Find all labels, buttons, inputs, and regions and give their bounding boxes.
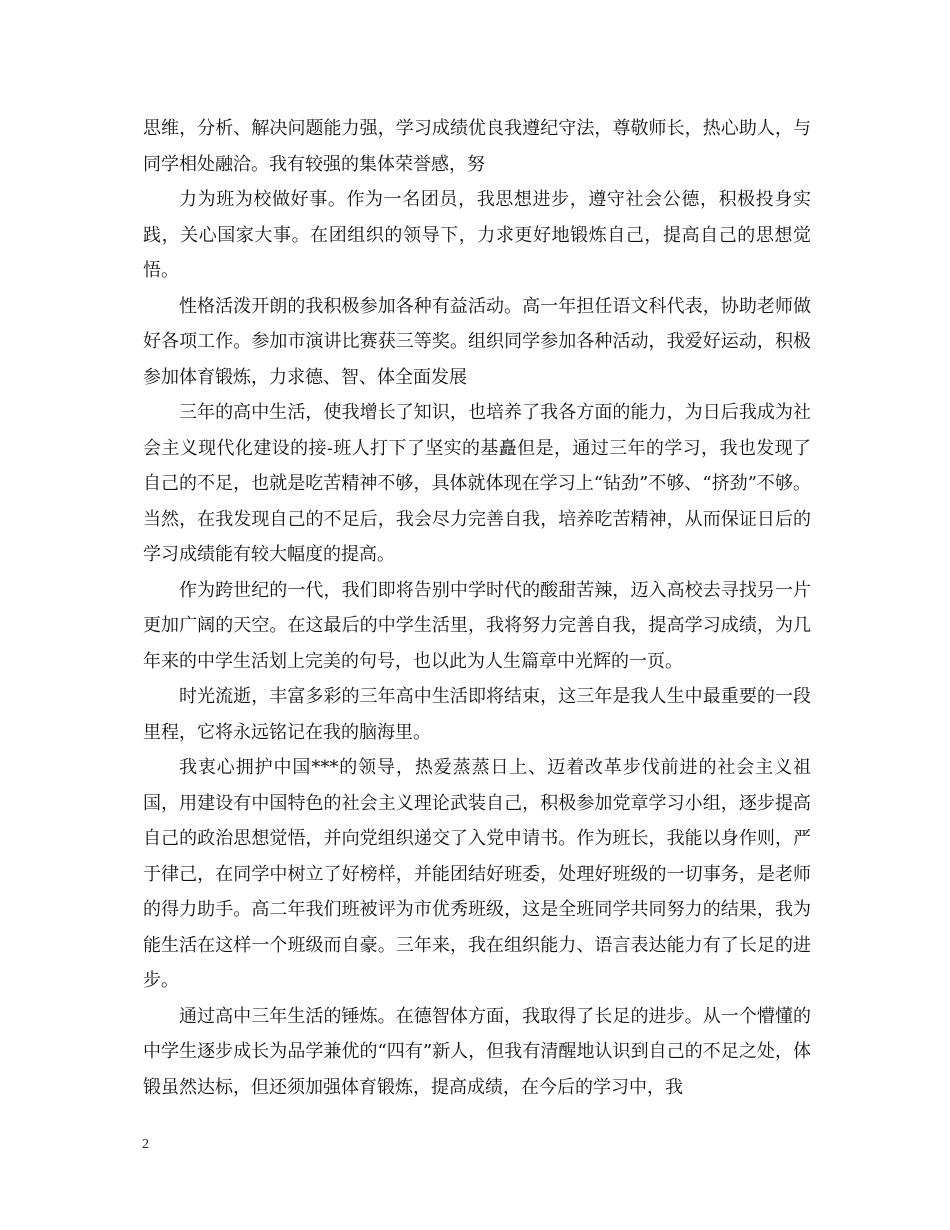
paragraph-6: 时光流逝，丰富多彩的三年高中生活即将结束，这三年是我人生中最重要的一段里程，它将永远铭记在我的脑海里。 — [143, 686, 811, 743]
paragraph-8: 通过高中三年生活的锤炼。在德智体方面，我取得了长足的进步。从一个懵懂的中学生逐步成长为品学兼优的“四有”新人，但我有清醒地认识到自己的不足之处，体锻虽然达标，但还须加强体育锻炼，提高成绩，在今后的学习中，我 — [143, 1005, 811, 1098]
paragraph-1: 思维，分析、解决问题能力强，学习成绩优良我遵纪守法，尊敬师长，热心助人，与同学相处融洽。我有较强的集体荣誉感，努 — [143, 118, 811, 175]
document-body — [143, 111, 811, 1105]
paragraph-5: 作为跨世纪的一代，我们即将告别中学时代的酸甜苦辣，迈入高校去寻找另一片更加广阔的天空。在这最后的中学生活里，我将努力完善自我，提高学习成绩，为几年来的中学生活划上完美的句号，也以此为人生篇章中光辉的一页。 — [143, 579, 811, 672]
page-number: 2 — [142, 1137, 149, 1152]
paragraph-2: 力为班为校做好事。作为一名团员，我思想进步，遵守社会公德，积极投身实践，关心国家大事。在团组织的领导下，力求更好地锻炼自己，提高自己的思想觉悟。 — [143, 189, 811, 281]
paragraph-4: 三年的高中生活，使我增长了知识，也培养了我各方面的能力，为日后我成为社会主义现代化建设的接-班人打下了坚实的基矗但是，通过三年的学习，我也发现了自己的不足，也就是吃苦精神不够，具体就体现在学习上“钻劲”不够、“挤劲”不够。当然，在我发现自己的不足后，我会尽力完善自我，培养吃苦精神，从而保证日后的学习成绩能有较大幅度的提高。 — [143, 402, 811, 565]
paragraph-7: 我衷心拥护中国***的领导，热爱蒸蒸日上、迈着改革步伐前进的社会主义祖国，用建设有中国特色的社会主义理论武装自己，积极参加党章学习小组，逐步提高自己的政治思想觉悟，并向党组织递交了入党申请书。作为班长，我能以身作则，严于律己，在同学中树立了好榜样，并能团结好班委，处理好班级的一切事务，是老师的得力助手。高二年我们班被评为市优秀班级，这是全班同学共同努力的结果，我为能生活在这样一个班级而自豪。三年来，我在组织能力、语言表达能力有了长足的进步。 — [143, 757, 811, 991]
paragraph-3: 性格活泼开朗的我积极参加各种有益活动。高一年担任语文科代表，协助老师做好各项工作。参加市演讲比赛获三等奖。组织同学参加各种活动，我爱好运动，积极参加体育锻炼，力求德、智、体全面发展 — [143, 295, 811, 388]
